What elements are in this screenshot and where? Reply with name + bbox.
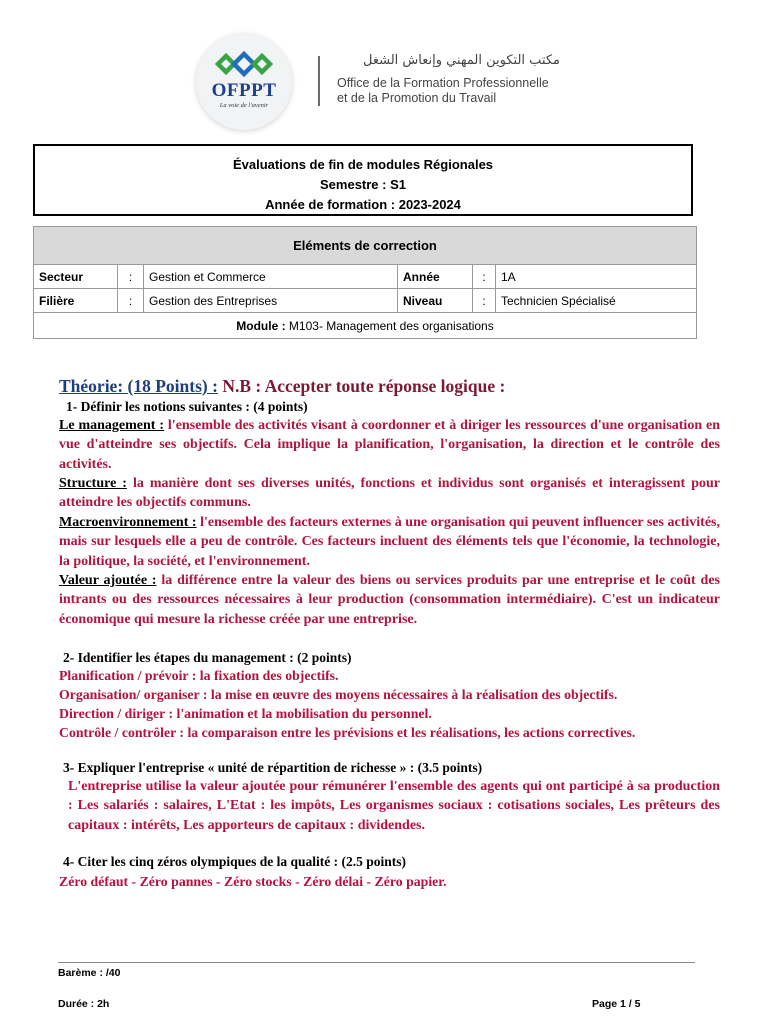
definition-text: l'ensemble des activités visant à coordonner et à diriger les ressources d'une organisation en vue d'atteindre ses objectifs. Cela implique la planification, l'organisation, la direction et le contrôle des activités.	[59, 418, 721, 472]
sector-value: Gestion et Commerce	[144, 265, 398, 289]
definition-term: Macroenvironnement :	[59, 515, 197, 530]
management-step: Organisation/ organiser : la mise en œuvre des moyens nécessaires à la réalisation des objectifs.	[59, 687, 618, 702]
definition-text: l'ensemble des facteurs externes à une organisation qui peuvent influencer ses activités, mais sur lesquels elle a peu de contrôle. Ces facteurs incluent des éléments tels que l'économie, la technologie, la politique, la société, et l'environnement.	[59, 515, 720, 569]
year-value: 1A	[496, 265, 697, 289]
separator: :	[473, 265, 496, 289]
management-step: Planification / prévoir : la fixation des objectifs.	[59, 668, 339, 683]
module-label: Module :	[236, 318, 286, 333]
level-value: Technicien Spécialisé	[496, 289, 697, 313]
exam-title-box	[33, 144, 693, 216]
definition-text: la différence entre la valeur des biens ou services produits par une entreprise et le coût des intrants ou des ressources nécessaires à leur production (consommation intermédiaire). C'est un indicateur économique qui mesure la richesse créée par une entreprise.	[59, 573, 720, 627]
header-divider	[318, 56, 320, 106]
module-row	[34, 313, 697, 339]
branch-value: Gestion des Entreprises	[144, 289, 398, 313]
sector-label: Secteur	[34, 265, 118, 289]
footer-page-number: Page 1 / 5	[592, 998, 641, 1010]
logo-text: OFPPT	[211, 80, 277, 101]
org-name-line1: Office de la Formation Professionnelle	[337, 76, 549, 90]
table-row	[34, 265, 697, 289]
question-3-title: 3- Expliquer l'entreprise « unité de répartition de richesse » : (3.5 points)	[63, 760, 483, 775]
separator: :	[118, 265, 144, 289]
separator: :	[473, 289, 496, 313]
definition-macroenvironment	[59, 513, 720, 571]
year-label: Année	[398, 265, 473, 289]
ofppt-logo	[196, 34, 292, 130]
question-2-title: 2- Identifier les étapes du management : (2 points)	[63, 650, 352, 665]
question-4-answer: Zéro défaut - Zéro pannes - Zéro stocks - Zéro délai - Zéro papier.	[59, 874, 447, 889]
theory-title	[59, 376, 505, 397]
separator: :	[118, 289, 144, 313]
correction-table	[33, 226, 697, 339]
logo-tagline: La voie de l'avenir	[219, 102, 269, 109]
correction-heading: Eléments de correction	[34, 227, 697, 265]
exam-semester: Semestre : S1	[320, 177, 406, 192]
branch-label: Filière	[34, 289, 118, 313]
management-step: Contrôle / contrôler : la comparaison entre les prévisions et les réalisations, les actions correctives.	[59, 725, 636, 740]
definition-value-added	[59, 571, 720, 629]
definition-term: Le management :	[59, 418, 165, 433]
ofppt-logo-icon	[214, 50, 274, 78]
definition-management	[59, 416, 720, 474]
question-4-title: 4- Citer les cinq zéros olympiques de la qualité : (2.5 points)	[63, 854, 406, 869]
org-name-arabic: مكتب التكوين المهني وإنعاش الشغل	[363, 53, 560, 68]
module-value: M103- Management des organisations	[285, 318, 494, 333]
question-1-title: 1- Définir les notions suivantes : (4 points)	[66, 399, 308, 414]
exam-year: Année de formation : 2023-2024	[265, 197, 461, 212]
question-3-answer: L'entreprise utilise la valeur ajoutée pour rémunérer l'ensemble des agents qui ont participé à sa production : Les salariés : salaires, L'Etat : les impôts, Les organismes sociaux : cotisations sociales, Les prêteurs des capitaux : intérêts, Les apporteurs de capitaux : dividendes.	[68, 779, 720, 833]
definition-structure	[59, 474, 720, 513]
footer-scale: Barème : /40	[58, 967, 121, 979]
table-row	[34, 289, 697, 313]
footer-divider	[58, 962, 695, 963]
footer-duration: Durée : 2h	[58, 998, 110, 1010]
org-name-line2: et de la Promotion du Travail	[337, 91, 497, 105]
management-step: Direction / diriger : l'animation et la mobilisation du personnel.	[59, 706, 432, 721]
level-label: Niveau	[398, 289, 473, 313]
definition-term: Structure :	[59, 476, 127, 491]
theory-note: N.B : Accepter toute réponse logique :	[217, 376, 506, 396]
definition-term: Valeur ajoutée :	[59, 573, 157, 588]
exam-title: Évaluations de fin de modules Régionales	[232, 157, 494, 172]
definition-text: la manière dont ses diverses unités, fonctions et individus sont organisés et interagissent pour atteindre les objectifs communs.	[59, 476, 720, 511]
theory-heading: Théorie: (18 Points) :	[59, 376, 218, 396]
